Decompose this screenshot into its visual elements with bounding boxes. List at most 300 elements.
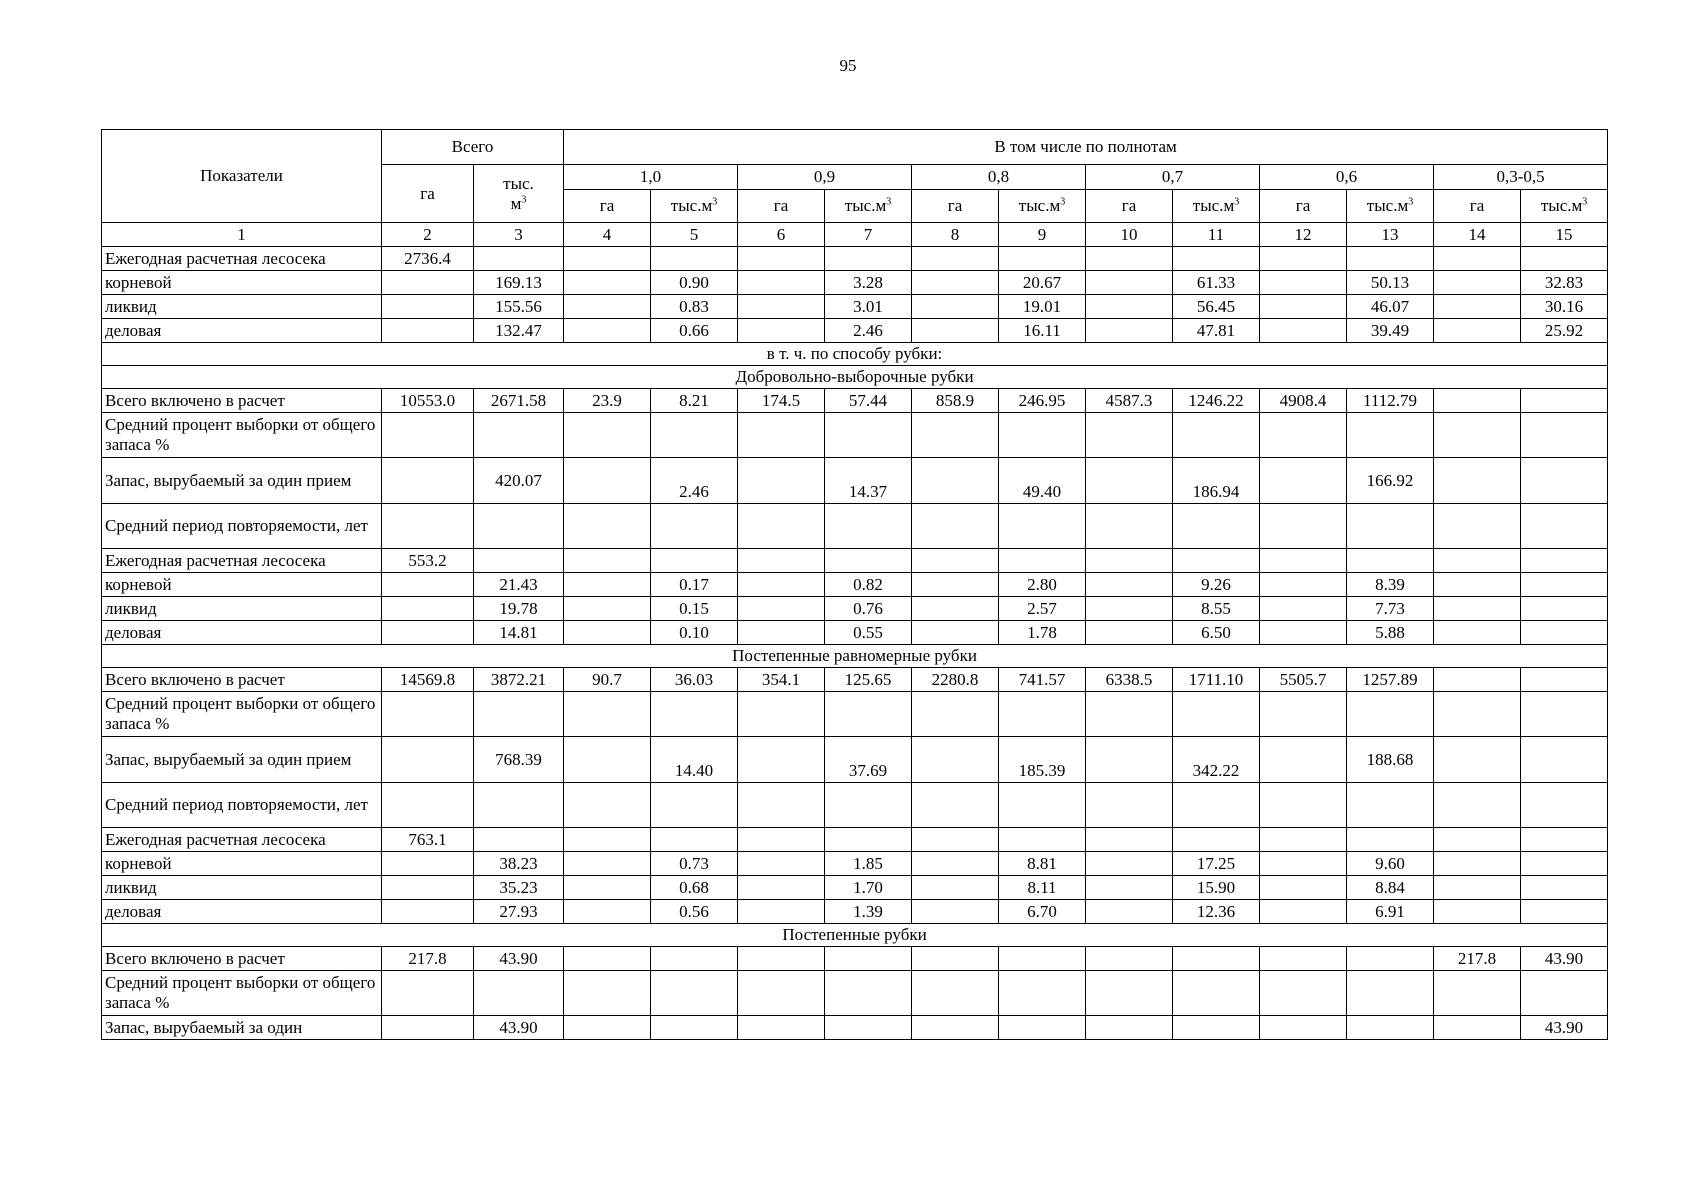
table-cell bbox=[999, 783, 1086, 828]
table-cell bbox=[1434, 621, 1521, 645]
table-cell bbox=[382, 737, 474, 783]
table-cell bbox=[1260, 295, 1347, 319]
table-cell bbox=[999, 413, 1086, 458]
col-number: 11 bbox=[1173, 223, 1260, 247]
table-cell: 185.39 bbox=[999, 737, 1086, 783]
table-cell bbox=[999, 1016, 1086, 1040]
table-cell: 155.56 bbox=[474, 295, 564, 319]
table-cell bbox=[912, 271, 999, 295]
table-cell: 50.13 bbox=[1347, 271, 1434, 295]
row-label: ликвид bbox=[102, 295, 382, 319]
table-cell: 858.9 bbox=[912, 389, 999, 413]
table-cell bbox=[738, 549, 825, 573]
table-cell bbox=[912, 828, 999, 852]
table-cell bbox=[912, 947, 999, 971]
table-cell bbox=[999, 549, 1086, 573]
table-cell bbox=[1260, 783, 1347, 828]
table-cell bbox=[1347, 828, 1434, 852]
table-cell bbox=[1434, 458, 1521, 504]
col-number: 3 bbox=[474, 223, 564, 247]
table-cell bbox=[1260, 319, 1347, 343]
table-cell: 25.92 bbox=[1521, 319, 1608, 343]
cutting-area-table bbox=[101, 129, 1608, 1040]
table-cell bbox=[1260, 852, 1347, 876]
table-cell: 23.9 bbox=[564, 389, 651, 413]
table-cell bbox=[1086, 271, 1173, 295]
table-cell: 47.81 bbox=[1173, 319, 1260, 343]
table-cell: 8.55 bbox=[1173, 597, 1260, 621]
col-number: 13 bbox=[1347, 223, 1434, 247]
table-cell: 15.90 bbox=[1173, 876, 1260, 900]
table-cell bbox=[1347, 971, 1434, 1016]
table-cell bbox=[564, 504, 651, 549]
table-cell bbox=[825, 783, 912, 828]
col-number: 6 bbox=[738, 223, 825, 247]
row-label: Всего включено в расчет bbox=[102, 389, 382, 413]
table-cell bbox=[1173, 413, 1260, 458]
table-cell bbox=[1521, 413, 1608, 458]
table-cell: 217.8 bbox=[382, 947, 474, 971]
table-cell bbox=[1086, 1016, 1173, 1040]
table-cell: 43.90 bbox=[1521, 947, 1608, 971]
table-row bbox=[102, 737, 1608, 783]
section-title-voluntary: Добровольно-выборочные рубки bbox=[102, 366, 1608, 389]
table-cell: 125.65 bbox=[825, 668, 912, 692]
table-cell bbox=[1260, 573, 1347, 597]
table-cell bbox=[651, 247, 738, 271]
table-cell bbox=[651, 783, 738, 828]
table-cell: 0.55 bbox=[825, 621, 912, 645]
table-row bbox=[102, 573, 1608, 597]
header-ths-m: $тыс.м^3$ bbox=[825, 190, 912, 223]
table-cell bbox=[1086, 692, 1173, 737]
table-cell bbox=[1434, 597, 1521, 621]
table-cell bbox=[1521, 458, 1608, 504]
table-cell bbox=[382, 413, 474, 458]
table-cell: 0.90 bbox=[651, 271, 738, 295]
table-cell bbox=[564, 947, 651, 971]
header-row-1 bbox=[102, 130, 1608, 165]
table-cell bbox=[1521, 783, 1608, 828]
table-cell bbox=[564, 828, 651, 852]
header-density-2: 0,9 bbox=[738, 165, 912, 190]
table-cell bbox=[1521, 573, 1608, 597]
table-cell: 61.33 bbox=[1173, 271, 1260, 295]
table-cell: 57.44 bbox=[825, 389, 912, 413]
table-cell: 3.01 bbox=[825, 295, 912, 319]
table-cell bbox=[912, 295, 999, 319]
table-cell bbox=[999, 504, 1086, 549]
table-cell bbox=[738, 573, 825, 597]
col-number: 8 bbox=[912, 223, 999, 247]
table-cell bbox=[738, 828, 825, 852]
table-cell bbox=[1086, 549, 1173, 573]
header-ga: га bbox=[564, 190, 651, 223]
table-cell bbox=[651, 1016, 738, 1040]
table-cell bbox=[738, 971, 825, 1016]
table-cell bbox=[382, 295, 474, 319]
table-cell bbox=[738, 271, 825, 295]
table-cell: 763.1 bbox=[382, 828, 474, 852]
table-cell bbox=[738, 597, 825, 621]
header-indicators: Показатели bbox=[102, 130, 382, 223]
table-cell: 49.40 bbox=[999, 458, 1086, 504]
table-cell bbox=[382, 1016, 474, 1040]
table-cell bbox=[912, 458, 999, 504]
table-cell bbox=[1086, 971, 1173, 1016]
table-cell: 1.39 bbox=[825, 900, 912, 924]
col-number: 1 bbox=[102, 223, 382, 247]
table-cell bbox=[1086, 947, 1173, 971]
table-cell bbox=[912, 549, 999, 573]
table-cell bbox=[1086, 597, 1173, 621]
table-cell bbox=[1521, 737, 1608, 783]
table-cell bbox=[738, 504, 825, 549]
header-ga: га bbox=[1434, 190, 1521, 223]
table-cell bbox=[1260, 692, 1347, 737]
table-cell: 16.11 bbox=[999, 319, 1086, 343]
table-row bbox=[102, 458, 1608, 504]
table-cell bbox=[738, 947, 825, 971]
header-density-3: 0,8 bbox=[912, 165, 1086, 190]
table-cell bbox=[999, 828, 1086, 852]
table-cell bbox=[999, 971, 1086, 1016]
table-cell bbox=[564, 458, 651, 504]
table-cell bbox=[1260, 876, 1347, 900]
table-cell bbox=[1521, 621, 1608, 645]
table-cell: 9.26 bbox=[1173, 573, 1260, 597]
table-cell bbox=[1521, 247, 1608, 271]
table-cell: 166.92 bbox=[1347, 458, 1434, 504]
table-cell bbox=[1086, 295, 1173, 319]
table-cell bbox=[1260, 828, 1347, 852]
table-cell: 0.68 bbox=[651, 876, 738, 900]
header-total-ga: га bbox=[382, 165, 474, 223]
row-label: Запас, вырубаемый за один прием bbox=[102, 458, 382, 504]
col-number: 10 bbox=[1086, 223, 1173, 247]
table-cell bbox=[1260, 458, 1347, 504]
table-cell bbox=[1521, 389, 1608, 413]
table-cell bbox=[999, 247, 1086, 271]
col-number: 5 bbox=[651, 223, 738, 247]
header-density-1: 1,0 bbox=[564, 165, 738, 190]
table-cell bbox=[1347, 549, 1434, 573]
table-cell bbox=[1347, 504, 1434, 549]
table-cell: 553.2 bbox=[382, 549, 474, 573]
table-cell: 8.11 bbox=[999, 876, 1086, 900]
table-cell bbox=[738, 1016, 825, 1040]
header-ga: га bbox=[1086, 190, 1173, 223]
header-ths-m: $тыс.м^3$ bbox=[1521, 190, 1608, 223]
col-number: 7 bbox=[825, 223, 912, 247]
table-cell bbox=[474, 783, 564, 828]
col-number: 2 bbox=[382, 223, 474, 247]
table-cell: 217.8 bbox=[1434, 947, 1521, 971]
table-cell bbox=[382, 971, 474, 1016]
table-cell bbox=[1434, 319, 1521, 343]
table-cell: 2.46 bbox=[825, 319, 912, 343]
row-label: Средний процент выборки от общего запаса % bbox=[102, 413, 382, 458]
table-cell bbox=[1173, 828, 1260, 852]
table-cell: 27.93 bbox=[474, 900, 564, 924]
table-cell bbox=[738, 319, 825, 343]
col-number: 14 bbox=[1434, 223, 1521, 247]
table-row bbox=[102, 295, 1608, 319]
table-cell: 17.25 bbox=[1173, 852, 1260, 876]
table-cell bbox=[1521, 504, 1608, 549]
table-cell bbox=[1086, 573, 1173, 597]
table-cell bbox=[1521, 900, 1608, 924]
section-row bbox=[102, 645, 1608, 668]
table-cell bbox=[1260, 597, 1347, 621]
table-row bbox=[102, 783, 1608, 828]
table-cell bbox=[564, 971, 651, 1016]
table-cell bbox=[738, 876, 825, 900]
table-cell: 1112.79 bbox=[1347, 389, 1434, 413]
row-label: Средний процент выборки от общего запаса % bbox=[102, 971, 382, 1016]
table-cell bbox=[825, 828, 912, 852]
table-cell bbox=[1521, 692, 1608, 737]
table-cell: 8.21 bbox=[651, 389, 738, 413]
table-cell bbox=[1434, 737, 1521, 783]
table-cell bbox=[1086, 458, 1173, 504]
row-label: Средний период повторяемости, лет bbox=[102, 783, 382, 828]
header-density-6: 0,3-0,5 bbox=[1434, 165, 1608, 190]
row-label: Средний период повторяемости, лет bbox=[102, 504, 382, 549]
table-cell bbox=[1434, 900, 1521, 924]
table-cell: 38.23 bbox=[474, 852, 564, 876]
table-cell: 1.70 bbox=[825, 876, 912, 900]
table-cell: 2671.58 bbox=[474, 389, 564, 413]
table-cell bbox=[1086, 621, 1173, 645]
table-cell: 39.49 bbox=[1347, 319, 1434, 343]
table-cell bbox=[1347, 413, 1434, 458]
table-cell: 3872.21 bbox=[474, 668, 564, 692]
table-cell bbox=[825, 947, 912, 971]
table-cell bbox=[1434, 549, 1521, 573]
table-cell bbox=[912, 1016, 999, 1040]
table-cell bbox=[912, 573, 999, 597]
table-cell bbox=[474, 247, 564, 271]
table-cell: 1.85 bbox=[825, 852, 912, 876]
table-cell: 21.43 bbox=[474, 573, 564, 597]
table-cell: 1246.22 bbox=[1173, 389, 1260, 413]
row-label: Всего включено в расчет bbox=[102, 668, 382, 692]
row-label: корневой bbox=[102, 271, 382, 295]
table-row bbox=[102, 828, 1608, 852]
table-cell: 0.73 bbox=[651, 852, 738, 876]
table-cell: 19.01 bbox=[999, 295, 1086, 319]
table-cell: 43.90 bbox=[474, 1016, 564, 1040]
section-row bbox=[102, 366, 1608, 389]
table-cell: 1.78 bbox=[999, 621, 1086, 645]
row-label: ликвид bbox=[102, 597, 382, 621]
table-cell bbox=[651, 828, 738, 852]
table-cell bbox=[564, 597, 651, 621]
table-cell: 5.88 bbox=[1347, 621, 1434, 645]
table-cell bbox=[1086, 504, 1173, 549]
table-cell: 3.28 bbox=[825, 271, 912, 295]
table-cell bbox=[1521, 668, 1608, 692]
section-title-by-method: в т. ч. по способу рубки: bbox=[102, 343, 1608, 366]
table-cell bbox=[382, 573, 474, 597]
table-cell bbox=[382, 621, 474, 645]
table-cell bbox=[651, 947, 738, 971]
table-cell bbox=[564, 247, 651, 271]
table-cell bbox=[912, 852, 999, 876]
header-ths-m: $тыс.м^3$ bbox=[999, 190, 1086, 223]
table-cell bbox=[1521, 828, 1608, 852]
table-cell bbox=[564, 876, 651, 900]
table-cell: 169.13 bbox=[474, 271, 564, 295]
table-cell bbox=[912, 413, 999, 458]
table-cell: 6338.5 bbox=[1086, 668, 1173, 692]
table-cell: 35.23 bbox=[474, 876, 564, 900]
table-cell bbox=[1260, 947, 1347, 971]
table-cell bbox=[912, 783, 999, 828]
header-density-5: 0,6 bbox=[1260, 165, 1434, 190]
table-cell bbox=[1173, 1016, 1260, 1040]
table-cell bbox=[564, 319, 651, 343]
table-cell: 420.07 bbox=[474, 458, 564, 504]
table-cell: 36.03 bbox=[651, 668, 738, 692]
header-density-4: 0,7 bbox=[1086, 165, 1260, 190]
table-cell bbox=[825, 549, 912, 573]
row-label: деловая bbox=[102, 319, 382, 343]
table-cell: 6.70 bbox=[999, 900, 1086, 924]
table-cell bbox=[1434, 876, 1521, 900]
table-cell bbox=[1521, 852, 1608, 876]
table-cell: 2.57 bbox=[999, 597, 1086, 621]
table-cell bbox=[474, 828, 564, 852]
table-cell bbox=[1260, 504, 1347, 549]
table-cell: 2736.4 bbox=[382, 247, 474, 271]
table-cell bbox=[1173, 504, 1260, 549]
table-cell bbox=[825, 504, 912, 549]
table-cell bbox=[1260, 247, 1347, 271]
table-cell bbox=[1173, 692, 1260, 737]
row-label: ликвид bbox=[102, 876, 382, 900]
row-label: Ежегодная расчетная лесосека bbox=[102, 247, 382, 271]
table-cell: 0.76 bbox=[825, 597, 912, 621]
table-cell bbox=[1434, 783, 1521, 828]
table-cell: 6.50 bbox=[1173, 621, 1260, 645]
table-cell bbox=[1434, 413, 1521, 458]
table-cell bbox=[1173, 549, 1260, 573]
table-cell bbox=[564, 295, 651, 319]
table-cell bbox=[1173, 247, 1260, 271]
table-cell bbox=[564, 549, 651, 573]
table-cell bbox=[474, 971, 564, 1016]
table-cell: 768.39 bbox=[474, 737, 564, 783]
table-cell bbox=[1434, 1016, 1521, 1040]
table-cell bbox=[1347, 692, 1434, 737]
table-cell: 20.67 bbox=[999, 271, 1086, 295]
table-cell bbox=[1086, 319, 1173, 343]
table-cell bbox=[912, 737, 999, 783]
table-cell bbox=[912, 319, 999, 343]
table-cell bbox=[825, 1016, 912, 1040]
table-cell bbox=[825, 692, 912, 737]
table-cell: 37.69 bbox=[825, 737, 912, 783]
table-cell bbox=[1521, 876, 1608, 900]
header-by-density: В том числе по полнотам bbox=[564, 130, 1608, 165]
table-row bbox=[102, 900, 1608, 924]
header-ga: га bbox=[1260, 190, 1347, 223]
table-cell bbox=[1521, 971, 1608, 1016]
table-cell bbox=[738, 621, 825, 645]
table-cell bbox=[1434, 271, 1521, 295]
table-cell bbox=[382, 597, 474, 621]
table-cell bbox=[474, 549, 564, 573]
table-cell bbox=[1347, 947, 1434, 971]
table-cell: 188.68 bbox=[1347, 737, 1434, 783]
table-cell bbox=[912, 971, 999, 1016]
table-cell bbox=[1347, 783, 1434, 828]
table-cell: 14.40 bbox=[651, 737, 738, 783]
table-row bbox=[102, 621, 1608, 645]
table-row bbox=[102, 1016, 1608, 1040]
row-label: Средний процент выборки от общего запаса % bbox=[102, 692, 382, 737]
table-cell bbox=[738, 413, 825, 458]
table-cell bbox=[1434, 692, 1521, 737]
table-cell bbox=[1086, 828, 1173, 852]
table-cell bbox=[474, 504, 564, 549]
table-cell: 174.5 bbox=[738, 389, 825, 413]
row-label: деловая bbox=[102, 621, 382, 645]
table-cell: 2280.8 bbox=[912, 668, 999, 692]
table-cell: 6.91 bbox=[1347, 900, 1434, 924]
table-cell bbox=[1434, 295, 1521, 319]
col-number: 15 bbox=[1521, 223, 1608, 247]
section-title-gradual-uniform: Постепенные равномерные рубки bbox=[102, 645, 1608, 668]
col-number: 4 bbox=[564, 223, 651, 247]
table-cell bbox=[382, 783, 474, 828]
row-label: Ежегодная расчетная лесосека bbox=[102, 549, 382, 573]
table-cell: 14.81 bbox=[474, 621, 564, 645]
col-number: 9 bbox=[999, 223, 1086, 247]
table-cell bbox=[738, 737, 825, 783]
header-ths-m: $тыс.м^3$ bbox=[1173, 190, 1260, 223]
table-cell bbox=[738, 692, 825, 737]
table-cell bbox=[912, 621, 999, 645]
table-cell bbox=[1521, 597, 1608, 621]
table-cell: 14.37 bbox=[825, 458, 912, 504]
table-cell: 30.16 bbox=[1521, 295, 1608, 319]
table-cell bbox=[474, 413, 564, 458]
table-cell bbox=[651, 692, 738, 737]
table-cell bbox=[912, 597, 999, 621]
table-cell bbox=[382, 458, 474, 504]
row-label: Запас, вырубаемый за один прием bbox=[102, 737, 382, 783]
table-cell bbox=[1086, 247, 1173, 271]
table-cell: 0.15 bbox=[651, 597, 738, 621]
table-cell: 8.84 bbox=[1347, 876, 1434, 900]
table-cell bbox=[651, 549, 738, 573]
table-cell bbox=[382, 271, 474, 295]
table-cell bbox=[912, 876, 999, 900]
table-cell bbox=[564, 783, 651, 828]
table-cell: 354.1 bbox=[738, 668, 825, 692]
table-cell: 0.10 bbox=[651, 621, 738, 645]
table-cell bbox=[564, 621, 651, 645]
table-cell: 4587.3 bbox=[1086, 389, 1173, 413]
table-cell bbox=[1086, 900, 1173, 924]
header-total: Всего bbox=[382, 130, 564, 165]
table-cell bbox=[912, 692, 999, 737]
row-label: Всего включено в расчет bbox=[102, 947, 382, 971]
table-cell bbox=[382, 319, 474, 343]
